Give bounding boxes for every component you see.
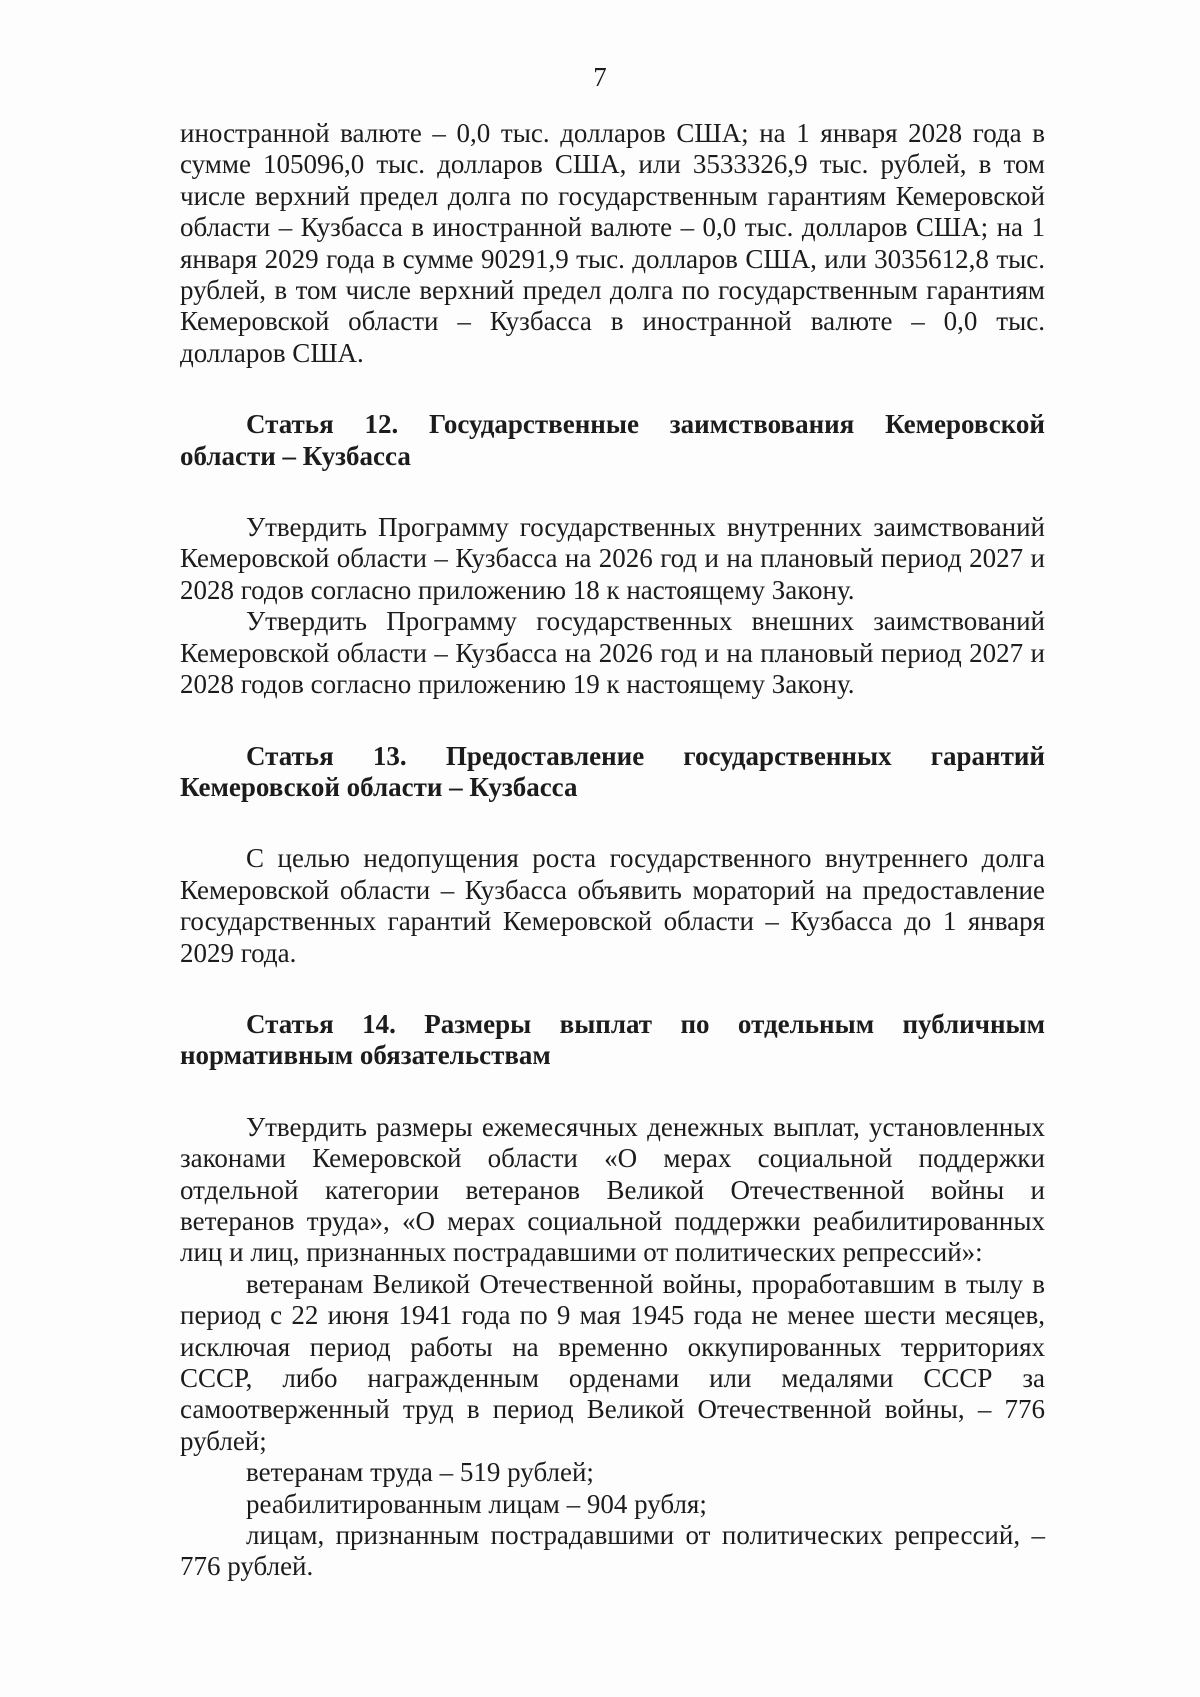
article-14-paragraph-1: Утвердить размеры ежемесячных денежных выплат, установленных законами Кемеровской области «О мерах социальной поддержки отдельной категории ветеранов Великой Отечественной войны и ветеранов труда», «О мерах социальной поддержки реабилитированных лиц и лиц, признанных пострадавшими от политических репрессий»: [180,1111,1045,1268]
article-14-paragraph-2: ветеранам Великой Отечественной войны, проработавшим в тылу в период с 22 июня 1941 года по 9 мая 1945 года не менее шести месяцев, исключая период работы на временно оккупированных территориях СССР, либо награжденным орденами или медалями СССР за самоотверженный труд в период Великой Отечественной войны, – 776 рублей; [180,1268,1045,1456]
article-12-paragraph-2: Утвердить Программу государственных внешних заимствований Кемеровской области – Кузбасса на 2026 год и на плановый период 2027 и 2028 годов согласно приложению 19 к настоящему Закону. [180,606,1045,700]
article-14-heading: Статья 14. Размеры выплат по отдельным публичным нормативным обязательствам [180,1008,1045,1071]
article-13-paragraph: С целью недопущения роста государственного внутреннего долга Кемеровской области – Кузбасса объявить мораторий на предоставление государственных гарантий Кемеровской области – Кузбасса до 1 января 2029 года. [180,843,1045,968]
article-13-heading: Статья 13. Предоставление государственных гарантий Кемеровской области – Кузбасса [180,740,1045,802]
article-14-paragraph-3: ветеранам труда – 519 рублей; [246,1457,594,1488]
page-number: 7 [593,62,607,92]
article-14-paragraph-5: лицам, признанным пострадавшими от политических репрессий, – 776 рублей. [180,1520,1045,1582]
article-14-paragraph-4: реабилитированным лицам – 904 рубля; [246,1488,707,1519]
article-12-paragraph-1: Утвердить Программу государственных внутренних заимствований Кемеровской области – Кузбасса на 2026 год и на плановый период 2027 и 2028 годов согласно приложению 18 к настоящему Закону. [180,512,1045,605]
document-body [180,118,1045,1583]
article-12-heading: Статья 12. Государственные заимствования Кемеровской области – Кузбасса [180,409,1045,471]
paragraph-continuation: иностранной валюте – 0,0 тыс. долларов США; на 1 января 2028 года в сумме 105096,0 тыс. долларов США, или 3533326,9 тыс. рублей, в том числе верхний предел долга по государственным гарантиям Кемеровской области – Кузбасса в иностранной валюте – 0,0 тыс. долларов США; на 1 января 2029 года в сумме 90291,9 тыс. долларов США, или 3035612,8 тыс. рублей, в том числе верхний предел долга по государственным гарантиям Кемеровской области – Кузбасса в иностранной валюте – 0,0 тыс. долларов США. [180,118,1045,368]
